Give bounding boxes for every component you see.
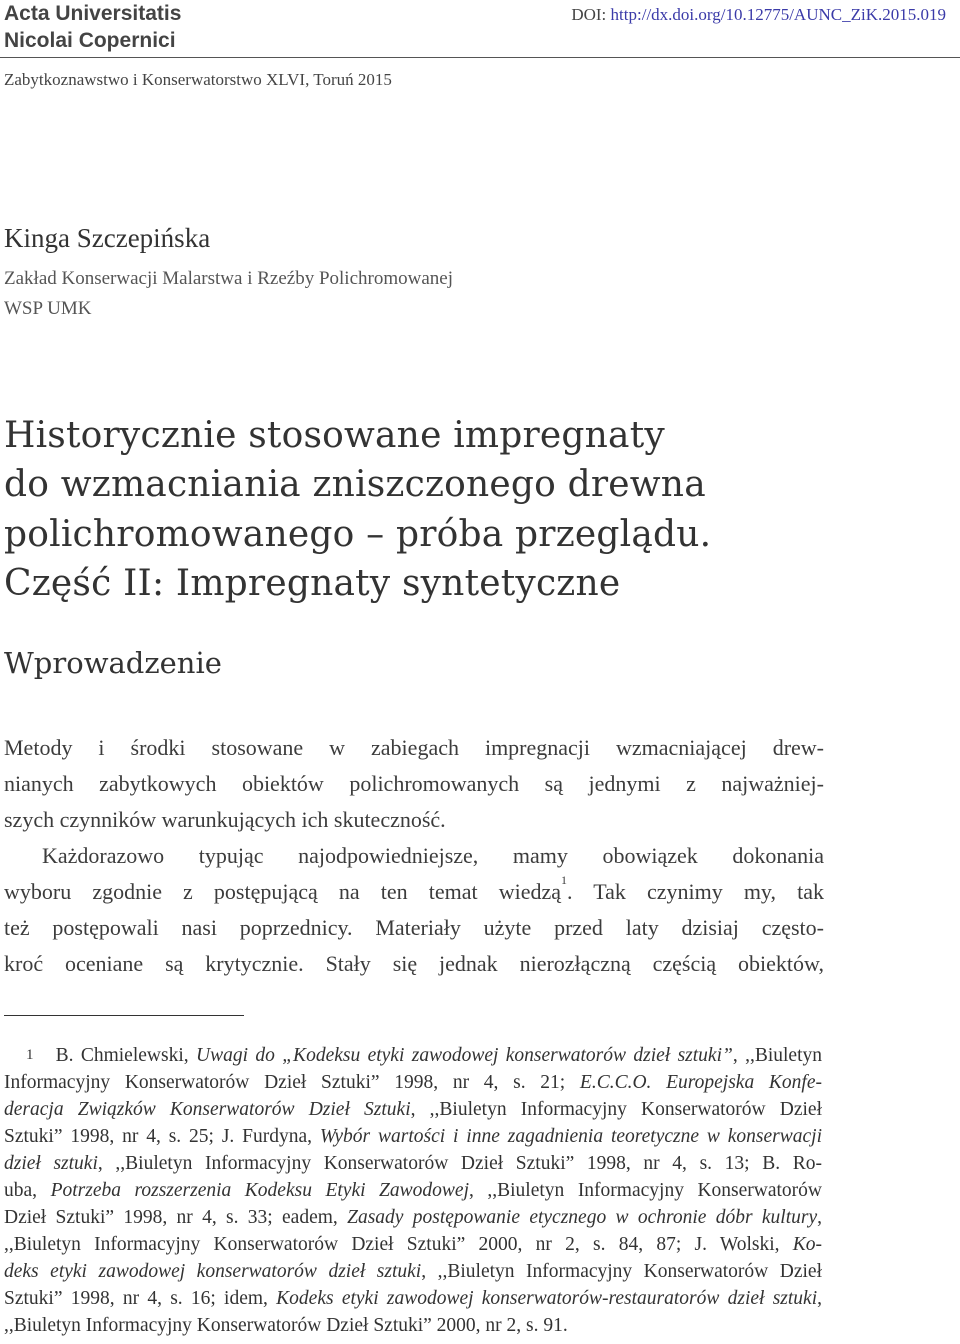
body-line: nianych zabytkowych obiektów polichromowanych są jednymi z najważniej- xyxy=(4,771,824,796)
footnote-title: Ko- xyxy=(792,1234,822,1255)
author-affiliation-line1: Zakład Konserwacji Malarstwa i Rzeźby Polichromowanej xyxy=(4,268,453,289)
footnote-text: , ,,Biuletyn xyxy=(732,1045,822,1066)
footnote-line xyxy=(4,1123,822,1150)
footnote-line xyxy=(4,1177,822,1204)
body-line: szych czynników warunkujących ich skuteczność. xyxy=(4,807,446,832)
footnote-title: Kodeks etyki zawodowej konserwatorów-restauratorów dzieł sztuki xyxy=(276,1288,818,1309)
footnote-text: Informacyjny Konserwatorów Dzieł Sztuki” 1998, nr 4, s. 21; xyxy=(4,1072,580,1093)
body-text-segment: wyboru zgodnie z postępującą na ten temat wiedzą xyxy=(4,879,561,904)
body-line: Każdorazowo typując najodpowiedniejsze, mamy obowiązek dokonania xyxy=(42,843,824,868)
journal-name-line2: Nicolai Copernici xyxy=(4,29,176,52)
doi-link[interactable]: http://dx.doi.org/10.12775/AUNC_ZiK.2015.019 xyxy=(610,5,946,24)
body-line: kroć oceniane są krytycznie. Stały się jednak nierozłączną częścią obiektów, xyxy=(4,951,824,976)
footnote-title: deks etyki zawodowej konserwatorów dzieł sztuki xyxy=(4,1261,422,1282)
header-rule xyxy=(0,57,960,58)
doi-label: DOI: xyxy=(571,5,607,24)
footnote-title: Wybór wartości i inne zagadnienia teoretyczne w konserwacji xyxy=(319,1126,822,1147)
footnote-text: , xyxy=(817,1288,822,1309)
footnote-line xyxy=(4,1204,822,1231)
body-line: też postępowali nasi poprzednicy. Materiały użyte przed laty dzisiaj często- xyxy=(4,915,824,940)
footnote-text: , xyxy=(817,1207,822,1228)
footnote-line xyxy=(4,1231,822,1258)
footnote-title: E.C.C.O. Europejska Konfe- xyxy=(579,1072,822,1093)
footnote-title: Uwagi do „Kodeksu etyki zawodowej konserwatorów dzieł sztuki” xyxy=(195,1045,733,1066)
footnote-title: deracja Związków Konserwatorów Dzieł Sztuki xyxy=(4,1099,411,1120)
footnote-line xyxy=(4,1258,822,1285)
footnote-line xyxy=(4,1096,822,1123)
footnote-line xyxy=(4,1150,822,1177)
footnote-line xyxy=(26,1042,822,1069)
footnote-ref[interactable]: 1 xyxy=(560,873,567,887)
footnote-title: Zasady postępowanie etycznego w ochronie dóbr kultury xyxy=(347,1207,818,1228)
footnote-rule xyxy=(4,1015,244,1016)
section-heading: Wprowadzenie xyxy=(4,646,222,680)
journal-name-line1: Acta Universitatis xyxy=(4,2,182,25)
footnote-line xyxy=(4,1312,822,1339)
footnote-text: , ,,Biuletyn Informacyjny Konserwatorów Dzieł xyxy=(410,1099,822,1120)
article-title-line4: Część II: Impregnaty syntetyczne xyxy=(4,563,621,604)
footnote-text: Dzieł Sztuki” 1998, nr 4, s. 33; eadem, xyxy=(4,1207,348,1228)
footnote-number: 1 xyxy=(26,1047,34,1063)
doi xyxy=(571,5,946,25)
author-affiliation-line2: WSP UMK xyxy=(4,298,92,319)
footnote-text: Sztuki” 1998, nr 4, s. 25; J. Furdyna, xyxy=(4,1126,320,1147)
footnote-title: dzieł sztuki xyxy=(4,1153,98,1174)
article-title-line3: polichromowanego – próba przeglądu. xyxy=(4,514,712,555)
footnote-text: B. Chmielewski, xyxy=(55,1045,196,1066)
body-text-segment: . Tak czynimy my, tak xyxy=(566,879,824,904)
author-name: Kinga Szczepińska xyxy=(4,223,211,253)
footnote-text: ,,Biuletyn Informacyjny Konserwatorów Dzieł Sztuki” 2000, nr 2, s. 84, 87; J. Wolski, xyxy=(4,1234,793,1255)
footnote-text: , ,,Biuletyn Informacyjny Konserwatorów Dzieł xyxy=(421,1261,822,1282)
article-title-line2: do wzmacniania zniszczonego drewna xyxy=(4,464,706,505)
footnote-text: , ,,Biuletyn Informacyjny Konserwatorów xyxy=(468,1180,823,1201)
footnote-line xyxy=(4,1069,822,1096)
series-info: Zabytkoznawstwo i Konserwatorstwo XLVI, Toruń 2015 xyxy=(4,70,392,89)
footnote-text: , ,,Biuletyn Informacyjny Konserwatorów Dzieł Sztuki” 1998, nr 4, s. 13; B. Ro- xyxy=(97,1153,822,1174)
footnote-title: Potrzeba rozszerzenia Kodeksu Etyki Zawodowej xyxy=(50,1180,469,1201)
footnote-text: uba, xyxy=(4,1180,51,1201)
footnote-text: ,,Biuletyn Informacyjny Konserwatorów Dzieł Sztuki” 2000, nr 2, s. 91. xyxy=(4,1315,568,1336)
article-title-line1: Historycznie stosowane impregnaty xyxy=(4,415,665,456)
body-line: Metody i środki stosowane w zabiegach impregnacji wzmacniającej drew- xyxy=(4,735,824,760)
footnote-line xyxy=(4,1285,822,1312)
footnote-text: Sztuki” 1998, nr 4, s. 16; idem, xyxy=(4,1288,277,1309)
body-line xyxy=(4,874,824,910)
